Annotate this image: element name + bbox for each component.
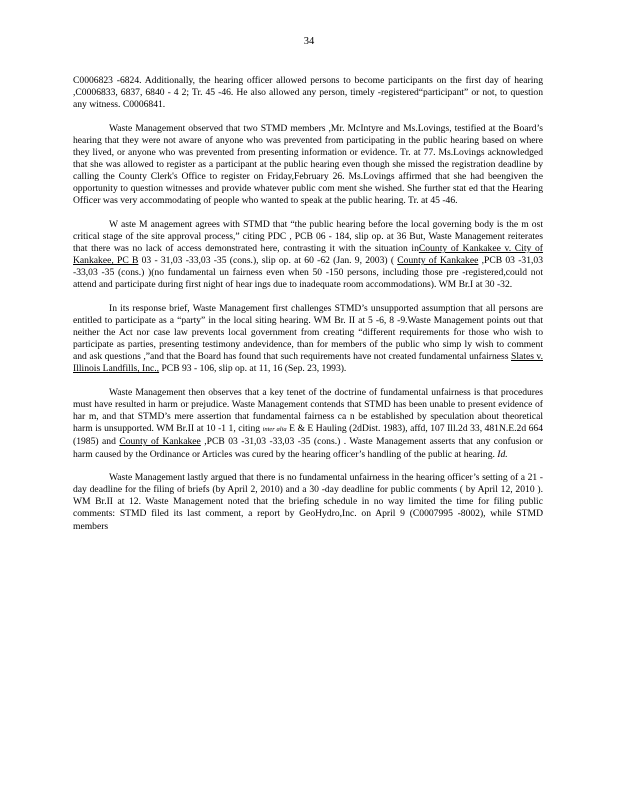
paragraph-5-text-2: E & E Hauling (2dDist. 1983), affd, 107 Ill.2d 33, 481N.E.2d 664 (1985) and [73,423,544,448]
paragraph-6 [73,472,543,532]
paragraph-5-text-3: ,PCB 03 -31,03 -33,03 -35 (cons.) . Waste Management asserts that any confusion or harm caused by the Ordinance or Articles was cured by the hearing officer’s handling of the public at hearing. [73,436,543,460]
paragraph-4-text-1: In its response brief, Waste Management first challenges STMD’s unsupported assumption that all persons are entitled to participate as a “party” in the local siting hearing. WM Br. II at 5 -6, 8 -9.Waste Management points out that neither the Act nor case law prevents local government from creating “different requirements for those who wish to participate as parties, presenting testimony andevidence, than for members of the public who simp ly wish to comment and ask questions ,”and that the Board has found that such requirements have not created fundamental unfairness [73,303,543,363]
paragraph-2-text: Waste Management observed that two STMD members ,Mr. McIntyre and Ms.Lovings, testified at the Board’s hearing that they were not aware of anyone who was prevented from participating in the public hearing based on where they lived, or anyone who was prevented from presenting information or evidence. Tr. at 77. Ms.Lovings acknowledged that she was allowed to register as a participant at the public hearing even though she missed the registration deadline by calling the County Clerk's Office to register on Friday,February 26. Ms.Lovings affirmed that she had beengiven the opportunity to question witnesses and provide whatever public com ment she wished. She further stat ed that the Hearing Officer was very accommodating of people who wanted to speak at the public hearing. Tr. at 45 -46. [73,122,543,207]
paragraph-2 [73,123,543,208]
case-citation-county-of-kankakee-1: County of Kankakee v. City of Kankakee, PC B [73,243,543,267]
paragraph-3-text-1: W aste M anagement agrees with STMD that “the public hearing before the local governing body is the m ost critical stage of the site approval process,” citing PDC , PCB 06 - 184, slip op. at 36 But, Waste Management reiterates that there was no lack of access demonstrated here, contrasting it with the situation in [73,218,543,255]
paragraph-5 [73,387,543,461]
case-citation-county-of-kankakee-2: County of Kankakee [397,255,479,267]
paragraph-3-text-2: 03 - 31,03 -33,03 -35 (cons.), slip op. at 60 -62 (Jan. 9, 2003) ( [138,255,398,267]
paragraph-5-text-1: Waste Management then observes that a key tenet of the doctrine of fundamental unfairness is that procedures must have resulted in harm or prejudice. Waste Management contends that STMD has been unable to present evidence of har m, and that STMD’s mere assertion that fundamental fairness ca n be established by speculation about theoretical harm is unsupported. WM Br.II at 10 -1 1, citing [73,387,543,435]
inter-alia-signal: inter alia [262,426,287,434]
paragraph-4 [73,303,543,376]
paragraph-6-text: Waste Management lastly argued that there is no fundamental unfairness in the hearing officer’s setting of a 21 - day deadline for the filing of briefs (by April 2, 2010) and a 30 -day deadline for public comments ( by April 12, 2010 ). WM Br.II at 12. Waste Management noted that the briefing schedule in no way limited the time for filing public comments: STMD filed its last comment, a report by GeoHydro,Inc. on April 9 (C0007995 -8002), while STMD members [73,472,543,532]
paragraph-1 [73,75,543,111]
document-body [73,75,543,544]
case-citation-slates: Slates v. Illinois Landfills, Inc., [73,351,543,375]
page-number: 34 [303,36,315,47]
paragraph-3-text-3: ,PCB 03 -31,03 -33,03 -35 (cons.) )(no fundamental un fairness even when 50 -150 persons, including those pre -registered,could not attend and participate during first night of hear ings due to inadequate room accommodations). WM Br.I at 30 -32. [73,255,544,291]
paragraph-4-text-2: PCB 93 - 106, slip op. at 11, 16 (Sep. 23, 1993). [159,363,347,375]
id-citation: Id. [497,448,508,460]
paragraph-1-text: C0006823 -6824. Additionally, the hearing officer allowed persons to become participants on the first day of hearing ,C0006833, 6837, 6840 - 4 2; Tr. 45 -46. He also allowed any person, timely -registered“participant” or not, to question any witness. C0006841. [73,75,543,111]
paragraph-3 [73,219,543,292]
case-citation-county-of-kankakee-3: County of Kankakee [119,436,201,448]
